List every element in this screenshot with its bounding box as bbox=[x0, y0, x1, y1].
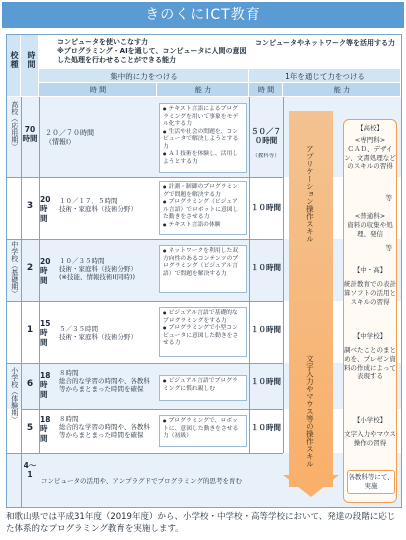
row-grade: 3 bbox=[26, 201, 34, 211]
grid-v bbox=[283, 97, 284, 453]
grid-h bbox=[21, 409, 283, 410]
group-label-high: 高校（応用期） bbox=[10, 101, 19, 150]
header-hours-label: 時間 bbox=[27, 51, 36, 69]
header-school-type-label: 校種 bbox=[10, 51, 19, 69]
right-hours: １０時間 bbox=[251, 203, 281, 212]
skill-middle-title: 【中学校】 bbox=[353, 332, 387, 340]
page-title: きのくにICT教育 bbox=[2, 2, 404, 28]
skill-etc: 等 bbox=[385, 244, 392, 252]
ability-item: ● ネットワークを利用した双方向性のあるコンテンツのプログラミング（ビジュアル言語）で問題を解決する力 bbox=[163, 248, 243, 278]
grid-h bbox=[7, 177, 283, 178]
row-grade: 5 bbox=[26, 423, 34, 433]
arrow-label-bottom: 文字入力やマウス等の操作スキル bbox=[305, 355, 315, 468]
header-col-hours-label: 時 間 bbox=[89, 86, 107, 94]
header-right-sub-label: 1年を通じて力をつける bbox=[285, 72, 365, 81]
ability-item: ● ＡＩ技術を体験し、活用しようとする力 bbox=[163, 151, 243, 166]
grid-h bbox=[7, 363, 283, 364]
right-hours: １０時間 bbox=[251, 263, 281, 272]
footer-note: 和歌山県では平成31年度（2019年度）から、小学校・中学校・高等学校において、発達の段階に応じた体系的なプログラミング教育を実施します。 bbox=[6, 512, 396, 534]
row-detail: ５／３５時間 技術・家庭科（技術分野） bbox=[59, 325, 137, 342]
ability-box bbox=[159, 307, 247, 357]
row-detail: １０／１７．５時間 技術・家庭科（技術分野） bbox=[59, 197, 137, 214]
row-hours: 20時間 bbox=[40, 257, 50, 285]
right-hours: ５０／７０時間 bbox=[251, 127, 281, 146]
grid-h bbox=[7, 301, 283, 302]
arrow-label-top: アプリケーション操作スキル bbox=[305, 145, 315, 243]
grid-v bbox=[249, 97, 250, 453]
ability-box bbox=[159, 245, 247, 293]
right-hours: １０時間 bbox=[251, 325, 281, 334]
skill-bottom-box: 各教科等にて、実施 bbox=[347, 470, 395, 494]
ability-box bbox=[159, 103, 247, 173]
skill-high-title: 【高校】 bbox=[357, 124, 383, 132]
group-label-middle: 中学校（基礎期） bbox=[10, 241, 19, 297]
row-grade: 4〜1 bbox=[23, 461, 37, 480]
row-grade: 6 bbox=[26, 379, 34, 389]
header-col-ability-label: 能 力 bbox=[194, 86, 212, 94]
skill-middle-body: 調べたことのまとめを、プレゼン資料の作成によって表現する bbox=[344, 346, 396, 381]
ability-item: ● テキスト言語の体験 bbox=[163, 222, 243, 230]
skill-elem-body: 文字入力やマウス操作の習得 bbox=[344, 430, 396, 447]
header-col-hours2-label: 時 間 bbox=[257, 86, 275, 94]
ability-item: ● プログラミング（ビジュアル言語）でロボットに意図した動きをさせる力 bbox=[163, 199, 243, 222]
ability-item: ● ビジュアル言語でプログラミングに慣れ親しむ bbox=[163, 378, 243, 393]
row-hours: 15時間 bbox=[40, 319, 50, 347]
skill-high-extra: <普通科> 資料の収集や処理、発信 bbox=[347, 212, 393, 238]
row-grade: 1 bbox=[26, 325, 34, 335]
group-label-elementary: 小学校（体験期） bbox=[10, 367, 19, 423]
row-detail: ８時間 総合的な学習の時間や、各教科等からまとまった時間を確保 bbox=[59, 369, 150, 394]
skills-panel bbox=[343, 119, 397, 503]
skill-high-body: <専門科> ＣＡＤ、デザイン、文書処理などのスキルの習得 bbox=[344, 136, 396, 171]
skill-elem-title: 【小学校】 bbox=[353, 416, 387, 424]
grid-v bbox=[21, 97, 22, 507]
header-col-ability2-label: 能 力 bbox=[333, 86, 351, 94]
right-hours: １０時間 bbox=[251, 377, 281, 386]
row-hours: 18時間 bbox=[40, 371, 50, 399]
grid-h bbox=[7, 239, 283, 240]
right-hours: １０時間 bbox=[251, 423, 281, 432]
ability-item: ● 生活や社会の問題を、コンピュータで解決しようとする力 bbox=[163, 129, 243, 152]
skill-mid-title: 【中・高】 bbox=[353, 266, 387, 274]
row-hours: 20時間 bbox=[40, 195, 50, 223]
skill-mid-body: 統計教育での表計算ソフトの活用とスキルの習得 bbox=[344, 280, 396, 306]
ability-item: ● テキスト言語によるプログラミングを用いて事象をモデル化する力 bbox=[163, 106, 243, 129]
row-hours: 70時間 bbox=[22, 125, 38, 144]
header-left-goal-text: コンピュータを使いこなす力 ※プログラミング・AIを通して、コンピュータに人間の意図した処理を行わせることができる能力 bbox=[57, 38, 247, 64]
curriculum-table bbox=[6, 34, 402, 508]
ability-item: ● プログラミングで小型コンピュータに意図した動きをさせる力 bbox=[163, 325, 243, 348]
row-grade: 2 bbox=[26, 263, 34, 273]
ability-box bbox=[159, 375, 247, 401]
skill-etc: 等 bbox=[385, 194, 392, 202]
row-hours: 18時間 bbox=[40, 415, 50, 443]
grid-h bbox=[7, 453, 283, 454]
ability-item: ● プログラミングで、ロボットに、意図した動きをさせる力（初級） bbox=[163, 418, 243, 441]
row-detail: ２０／７０時間 （情報Ⅰ） bbox=[45, 129, 94, 146]
right-note: （教科等） bbox=[252, 153, 280, 159]
ability-box bbox=[159, 181, 247, 235]
header-left-sub-label: 集中的に力をつける bbox=[110, 72, 178, 81]
row-detail: １０／３５時間 技術・家庭科（技術分野） (※技能、情報技術Ⅰ(同時)) bbox=[59, 257, 137, 282]
ability-item: ● 計測・制御のプログラミングで問題を解決する力 bbox=[163, 184, 243, 199]
ability-box bbox=[159, 415, 247, 447]
row-detail: ８時間 総合的な学習の時間や、各教科等からまとまった時間を確保 bbox=[59, 415, 150, 440]
row-detail: コンピュータの活用や、アンプラグドでプログラミング的思考を育む bbox=[41, 477, 242, 485]
ability-item: ● ビジュアル言語で基礎的なプログラミングをする力 bbox=[163, 310, 243, 325]
header-right-goal-text: コンピュータやネットワーク等を活用する力 bbox=[255, 39, 395, 47]
